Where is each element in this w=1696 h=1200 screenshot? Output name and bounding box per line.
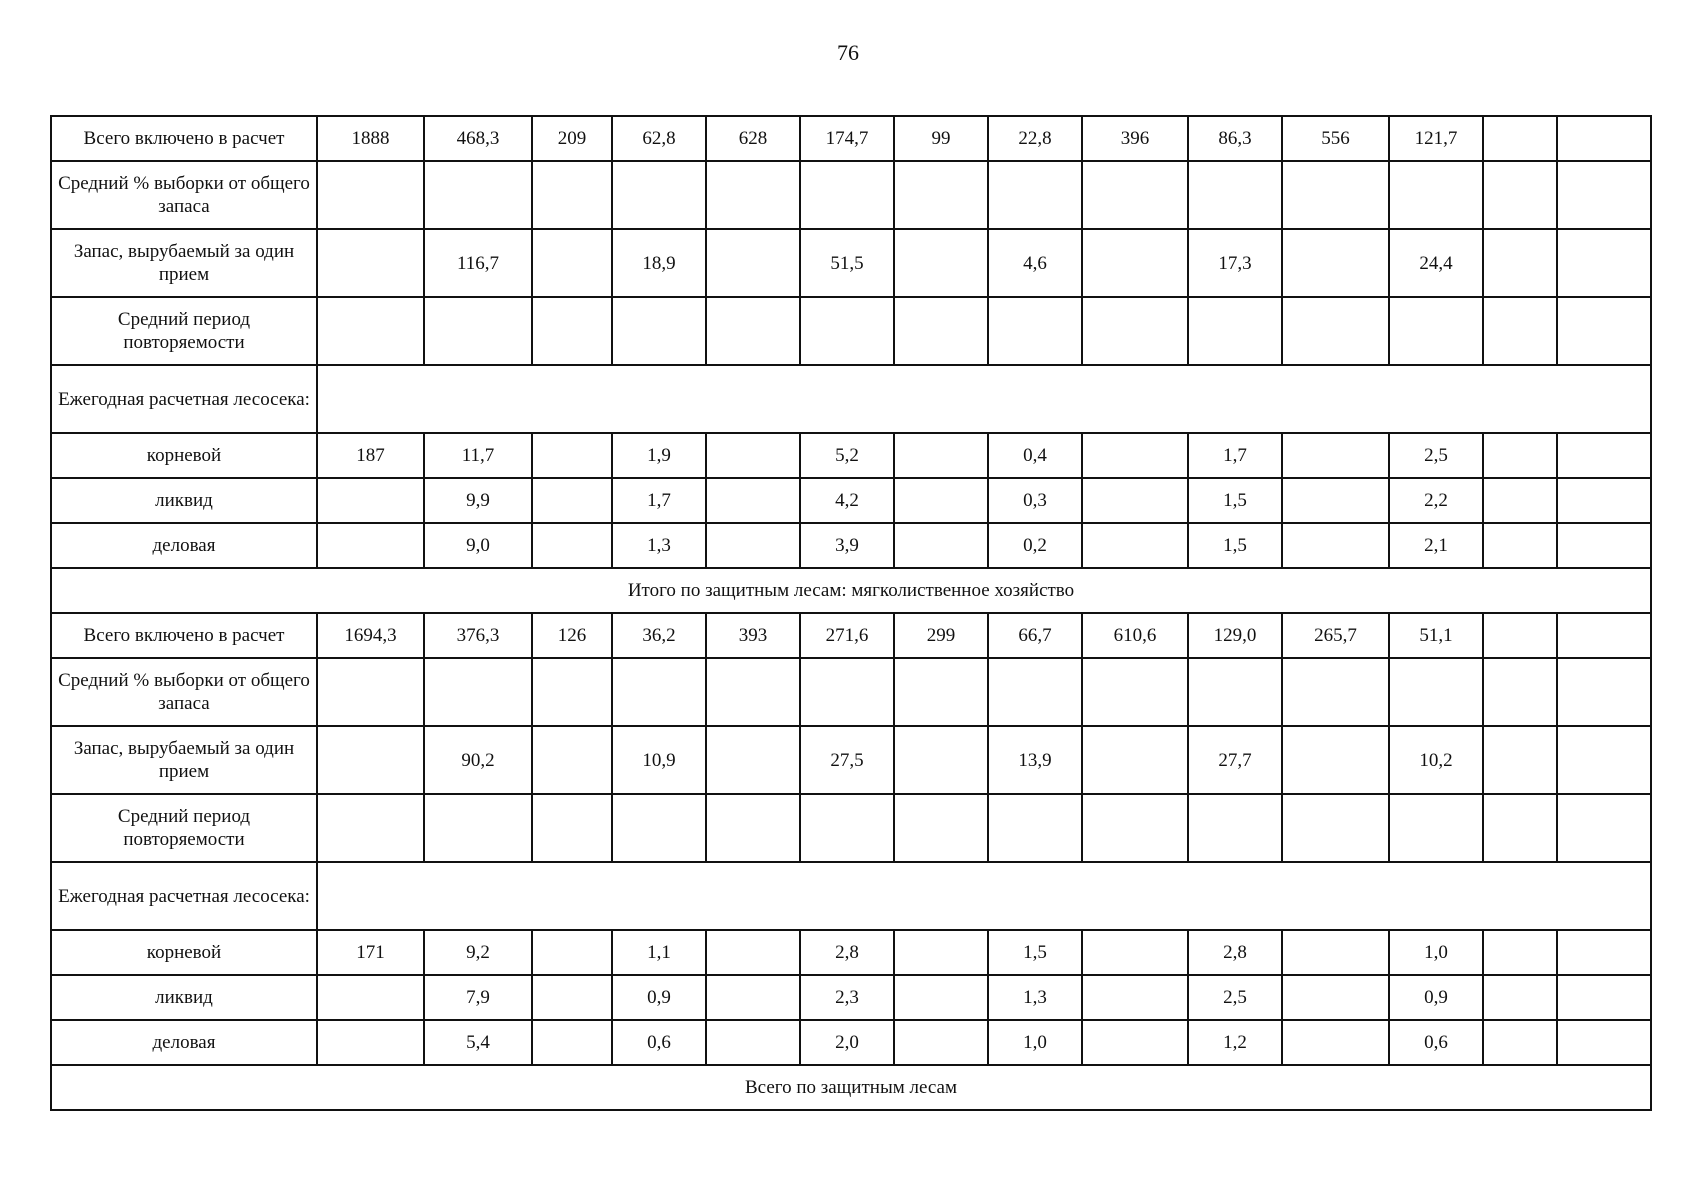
table-cell <box>706 478 800 523</box>
table-cell <box>1082 297 1188 365</box>
table-cell <box>1282 433 1389 478</box>
table-cell <box>532 794 612 862</box>
table-cell <box>706 297 800 365</box>
table-cell <box>424 161 532 229</box>
table-cell <box>1082 433 1188 478</box>
table-cell <box>317 229 424 297</box>
table-cell: 1,2 <box>1188 1020 1282 1065</box>
table-body <box>51 116 1651 1110</box>
table-cell <box>1557 794 1651 862</box>
table-row <box>51 229 1651 297</box>
table-cell <box>1389 297 1483 365</box>
table-row <box>51 794 1651 862</box>
table-cell <box>1188 161 1282 229</box>
table-cell <box>1082 726 1188 794</box>
table-cell: 2,1 <box>1389 523 1483 568</box>
row-label: Запас, вырубаемый за один прием <box>51 229 317 297</box>
table-cell: 0,9 <box>1389 975 1483 1020</box>
table-cell: 11,7 <box>424 433 532 478</box>
table-cell <box>532 975 612 1020</box>
table-cell <box>894 161 988 229</box>
table-cell <box>800 794 894 862</box>
table-cell <box>1082 161 1188 229</box>
row-label: Средний % выборки от общего запаса <box>51 161 317 229</box>
table-cell <box>800 161 894 229</box>
table-cell <box>1483 613 1557 658</box>
table-cell: 0,9 <box>612 975 706 1020</box>
table-cell: 1888 <box>317 116 424 161</box>
row-label: Средний период повторяемости <box>51 794 317 862</box>
table-cell <box>706 433 800 478</box>
table-cell <box>1557 930 1651 975</box>
table-cell: 86,3 <box>1188 116 1282 161</box>
page-number: 76 <box>837 40 859 65</box>
table-cell <box>1282 726 1389 794</box>
table-cell <box>800 297 894 365</box>
table-cell <box>1483 1020 1557 1065</box>
table-row <box>51 116 1651 161</box>
table-cell <box>1483 478 1557 523</box>
table-cell <box>1483 297 1557 365</box>
row-label: Всего включено в расчет <box>51 116 317 161</box>
table-cell: 0,6 <box>612 1020 706 1065</box>
table-cell <box>800 658 894 726</box>
table-cell <box>532 161 612 229</box>
row-label: Запас, вырубаемый за один прием <box>51 726 317 794</box>
section-footer: Итого по защитным лесам: мягколиственное хозяйство <box>51 568 1651 613</box>
table-cell <box>1557 478 1651 523</box>
table-cell: 18,9 <box>612 229 706 297</box>
table-cell: 121,7 <box>1389 116 1483 161</box>
table-cell: 271,6 <box>800 613 894 658</box>
table-cell: 1,0 <box>988 1020 1082 1065</box>
table-cell <box>1483 975 1557 1020</box>
table-cell: 4,2 <box>800 478 894 523</box>
row-label: Ежегодная расчетная лесосека: <box>51 365 317 433</box>
table-cell <box>1082 794 1188 862</box>
table-row <box>51 365 1651 433</box>
table-cell <box>1557 297 1651 365</box>
table-cell: 9,9 <box>424 478 532 523</box>
section-footer-row <box>51 568 1651 613</box>
row-label: Средний % выборки от общего запаса <box>51 658 317 726</box>
table-cell: 2,8 <box>800 930 894 975</box>
row-label: корневой <box>51 433 317 478</box>
table-cell <box>706 523 800 568</box>
table-cell <box>1282 478 1389 523</box>
table-cell: 0,4 <box>988 433 1082 478</box>
table-cell <box>317 161 424 229</box>
table-cell <box>1557 726 1651 794</box>
table-row <box>51 478 1651 523</box>
table-cell <box>894 975 988 1020</box>
table-cell <box>317 726 424 794</box>
table-cell: 2,5 <box>1389 433 1483 478</box>
table-cell <box>424 297 532 365</box>
table-cell <box>894 297 988 365</box>
table-cell: 174,7 <box>800 116 894 161</box>
table-cell <box>1282 930 1389 975</box>
table-cell: 0,3 <box>988 478 1082 523</box>
table-cell: 1,0 <box>1389 930 1483 975</box>
table-cell <box>1188 658 1282 726</box>
table-cell <box>532 658 612 726</box>
table-cell <box>1483 930 1557 975</box>
table-cell <box>1389 161 1483 229</box>
table-cell: 66,7 <box>988 613 1082 658</box>
table-cell <box>1557 116 1651 161</box>
table-cell <box>1082 229 1188 297</box>
table-cell <box>317 297 424 365</box>
table-cell <box>1282 658 1389 726</box>
table-row <box>51 862 1651 930</box>
table-row <box>51 613 1651 658</box>
table-row <box>51 975 1651 1020</box>
row-label: Средний период повторяемости <box>51 297 317 365</box>
table-cell <box>894 478 988 523</box>
row-label: корневой <box>51 930 317 975</box>
table-cell <box>612 658 706 726</box>
table-cell <box>532 1020 612 1065</box>
table-cell <box>532 297 612 365</box>
table-cell <box>1483 726 1557 794</box>
table-cell <box>894 658 988 726</box>
table-cell <box>1557 229 1651 297</box>
table-cell: 2,2 <box>1389 478 1483 523</box>
table-row <box>51 930 1651 975</box>
table-cell <box>706 658 800 726</box>
table-cell <box>1282 161 1389 229</box>
table-cell <box>1557 161 1651 229</box>
table-cell <box>894 794 988 862</box>
table-cell <box>532 930 612 975</box>
table-row <box>51 523 1651 568</box>
table-cell: 1,5 <box>1188 523 1282 568</box>
row-label: деловая <box>51 1020 317 1065</box>
table-cell <box>894 523 988 568</box>
table-cell: 2,3 <box>800 975 894 1020</box>
table-cell: 628 <box>706 116 800 161</box>
table-cell <box>1483 116 1557 161</box>
row-label: Всего включено в расчет <box>51 613 317 658</box>
table-cell: 1,1 <box>612 930 706 975</box>
table-cell <box>1082 930 1188 975</box>
table-cell <box>1082 523 1188 568</box>
table-cell <box>894 433 988 478</box>
table-cell <box>894 1020 988 1065</box>
table-cell: 187 <box>317 433 424 478</box>
table-cell <box>1282 523 1389 568</box>
table-cell: 2,5 <box>1188 975 1282 1020</box>
row-label: ликвид <box>51 478 317 523</box>
table-cell: 22,8 <box>988 116 1082 161</box>
table-cell <box>532 478 612 523</box>
table-cell <box>706 794 800 862</box>
table-row <box>51 161 1651 229</box>
table-cell: 62,8 <box>612 116 706 161</box>
table-cell: 27,5 <box>800 726 894 794</box>
table-cell: 1,3 <box>612 523 706 568</box>
table-cell <box>1483 523 1557 568</box>
table-cell <box>612 297 706 365</box>
table-cell <box>1082 1020 1188 1065</box>
table-cell <box>988 658 1082 726</box>
table-cell: 396 <box>1082 116 1188 161</box>
table-cell: 17,3 <box>1188 229 1282 297</box>
table-cell: 0,6 <box>1389 1020 1483 1065</box>
table-cell <box>988 161 1082 229</box>
table-cell <box>1483 229 1557 297</box>
table-cell <box>1082 658 1188 726</box>
table-cell <box>317 478 424 523</box>
section-footer: Всего по защитным лесам <box>51 1065 1651 1110</box>
table-cell: 10,9 <box>612 726 706 794</box>
table-cell: 556 <box>1282 116 1389 161</box>
table-cell <box>1282 297 1389 365</box>
table-cell <box>317 658 424 726</box>
table-cell: 10,2 <box>1389 726 1483 794</box>
table-cell <box>894 930 988 975</box>
table-cell <box>1483 161 1557 229</box>
table-cell: 3,9 <box>800 523 894 568</box>
table-cell: 116,7 <box>424 229 532 297</box>
table-cell <box>1282 975 1389 1020</box>
table-cell <box>1389 658 1483 726</box>
table-cell <box>612 794 706 862</box>
table-cell <box>1557 658 1651 726</box>
table-cell: 1,7 <box>612 478 706 523</box>
table-cell <box>1082 478 1188 523</box>
table-cell <box>1483 433 1557 478</box>
table-cell: 51,1 <box>1389 613 1483 658</box>
table-cell: 36,2 <box>612 613 706 658</box>
table-cell: 24,4 <box>1389 229 1483 297</box>
table-cell <box>988 297 1082 365</box>
table-cell: 393 <box>706 613 800 658</box>
table-cell <box>532 523 612 568</box>
table-cell: 1,7 <box>1188 433 1282 478</box>
table-cell: 171 <box>317 930 424 975</box>
row-label: ликвид <box>51 975 317 1020</box>
table-cell <box>317 975 424 1020</box>
table-cell: 376,3 <box>424 613 532 658</box>
table-cell: 2,8 <box>1188 930 1282 975</box>
table-cell: 1,9 <box>612 433 706 478</box>
table-cell: 468,3 <box>424 116 532 161</box>
table-cell <box>1282 794 1389 862</box>
table-row <box>51 297 1651 365</box>
merged-empty-cell <box>317 365 1651 433</box>
row-label: Ежегодная расчетная лесосека: <box>51 862 317 930</box>
table-cell <box>706 726 800 794</box>
table-cell <box>532 229 612 297</box>
table-cell: 9,0 <box>424 523 532 568</box>
table-cell <box>1557 975 1651 1020</box>
table-cell <box>1557 523 1651 568</box>
table-cell: 51,5 <box>800 229 894 297</box>
table-cell <box>1389 794 1483 862</box>
table-cell <box>1082 975 1188 1020</box>
table-cell <box>612 161 706 229</box>
table-cell: 99 <box>894 116 988 161</box>
row-label: деловая <box>51 523 317 568</box>
table-cell <box>317 523 424 568</box>
table-cell <box>706 1020 800 1065</box>
table-cell <box>894 229 988 297</box>
table-cell <box>1483 658 1557 726</box>
table-cell: 5,2 <box>800 433 894 478</box>
table-cell: 1,5 <box>988 930 1082 975</box>
table-cell: 0,2 <box>988 523 1082 568</box>
table-cell <box>424 658 532 726</box>
table-cell: 4,6 <box>988 229 1082 297</box>
table-cell: 1,3 <box>988 975 1082 1020</box>
table-cell <box>706 161 800 229</box>
table-cell <box>1188 794 1282 862</box>
table-cell <box>706 229 800 297</box>
table-cell <box>532 433 612 478</box>
table-cell <box>894 726 988 794</box>
table-cell <box>1282 1020 1389 1065</box>
table-cell: 90,2 <box>424 726 532 794</box>
table-row <box>51 658 1651 726</box>
table-cell <box>1483 794 1557 862</box>
table-cell <box>1557 433 1651 478</box>
merged-empty-cell <box>317 862 1651 930</box>
table-cell: 1694,3 <box>317 613 424 658</box>
table-cell: 610,6 <box>1082 613 1188 658</box>
table-cell <box>1188 297 1282 365</box>
table-cell <box>1557 613 1651 658</box>
table-row <box>51 726 1651 794</box>
table-cell: 27,7 <box>1188 726 1282 794</box>
table-cell: 1,5 <box>1188 478 1282 523</box>
table-cell <box>706 975 800 1020</box>
table-cell <box>706 930 800 975</box>
table-cell: 9,2 <box>424 930 532 975</box>
table-row <box>51 1020 1651 1065</box>
table-cell: 209 <box>532 116 612 161</box>
table-cell: 299 <box>894 613 988 658</box>
table-cell <box>988 794 1082 862</box>
table-cell <box>1282 229 1389 297</box>
table-cell: 5,4 <box>424 1020 532 1065</box>
table-cell: 129,0 <box>1188 613 1282 658</box>
table-row <box>51 433 1651 478</box>
calculation-table <box>50 115 1652 1111</box>
table-cell <box>317 794 424 862</box>
section-footer-row <box>51 1065 1651 1110</box>
table-cell <box>532 726 612 794</box>
table-cell: 265,7 <box>1282 613 1389 658</box>
table-cell <box>317 1020 424 1065</box>
table-cell: 13,9 <box>988 726 1082 794</box>
table-cell <box>1557 1020 1651 1065</box>
table-cell <box>424 794 532 862</box>
table-cell: 2,0 <box>800 1020 894 1065</box>
table-cell: 7,9 <box>424 975 532 1020</box>
table-cell: 126 <box>532 613 612 658</box>
